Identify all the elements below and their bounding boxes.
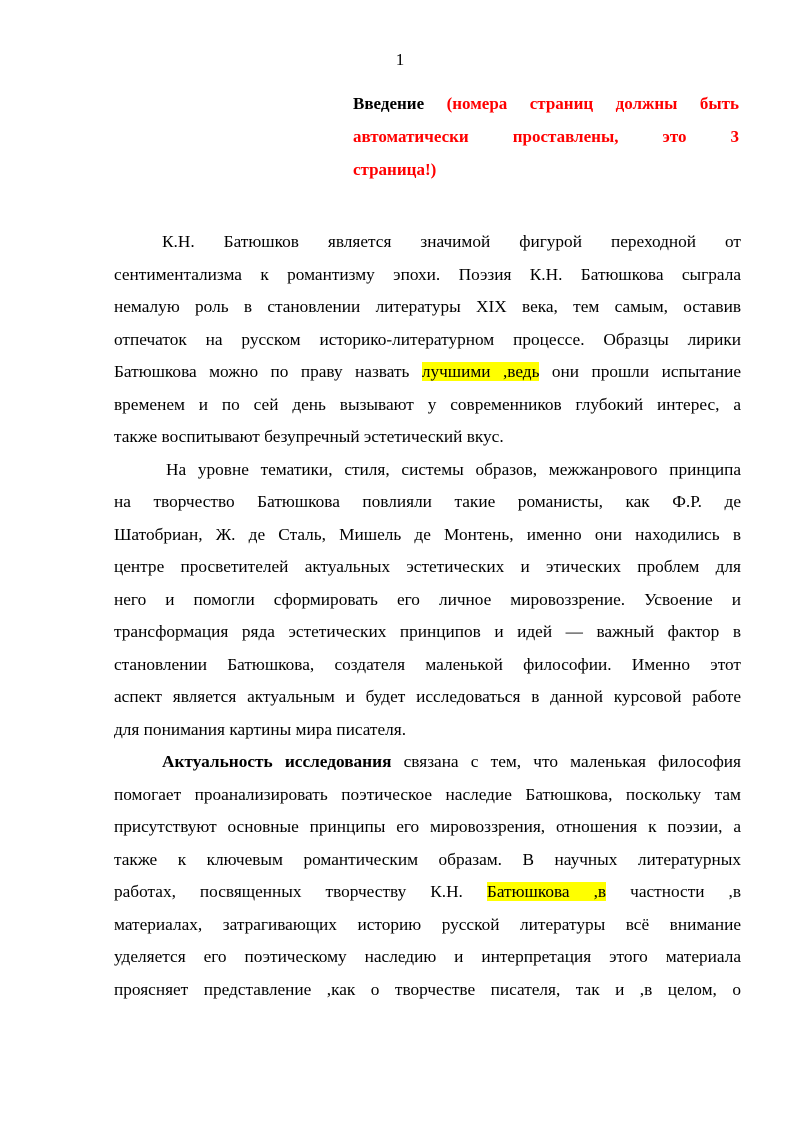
text-line: На уровне тематики, стиля, системы образов, межжанрового принципа: [166, 459, 741, 479]
heading-note-word: это: [662, 127, 687, 146]
bold-term: Актуальность исследования: [162, 752, 392, 771]
text-line: [114, 746, 741, 779]
text-line: на творчество Батюшкова повлияли такие романисты, как Ф.Р. де: [114, 492, 741, 511]
text-line: уделяется его поэтическому наследию и интерпретация этого материала: [114, 947, 741, 966]
text-line: также воспитывают безупречный эстетический вкус.: [114, 427, 504, 446]
text-line: помогает проанализировать поэтическое наследие Батюшкова, поскольку там: [114, 784, 741, 804]
text-line: материалах, затрагивающих историю русской литературы всё внимание: [114, 914, 741, 934]
body-text: [114, 226, 741, 1006]
heading-note-word: проставлены,: [512, 127, 619, 146]
text-line: немалую роль в становлении литературы XIX века, тем самым, оставив: [114, 297, 741, 316]
text-line: трансформация ряда эстетических принципов и идей — важный фактор в: [114, 622, 741, 641]
text-line: также к ключевым романтическим образам. В научных литературных: [114, 849, 741, 869]
text-fragment: работах, посвященных творчеству К.Н.: [114, 882, 463, 901]
heading-note-word: автоматически: [353, 127, 469, 146]
text-line: временем и по сей день вызывают у современников глубокий интерес, а: [114, 394, 741, 414]
highlighted-text: лучшими ,ведь: [421, 362, 540, 381]
paragraph-2: [114, 454, 741, 747]
text-line: аспект является актуальным и будет исследоваться в данной курсовой работе: [114, 687, 741, 706]
text-fragment: они прошли испытание: [551, 362, 741, 381]
text-line: него и помогли сформировать его личное мировоззрение. Усвоение и: [114, 589, 741, 609]
text-line: Шатобриан, Ж. де Сталь, Мишель де Монтень, именно они находились в: [114, 524, 741, 544]
text-fragment: Батюшкова можно по праву назвать: [114, 362, 410, 381]
heading-note-word: 3: [730, 127, 740, 146]
text-line: становлении Батюшкова, создателя маленькой философии. Именно этот: [114, 654, 741, 674]
text-line: сентиментализма к романтизму эпохи. Поэзия К.Н. Батюшкова сыграла: [114, 264, 741, 284]
text-line: [114, 356, 741, 389]
highlighted-text: Батюшкова ,в: [486, 882, 607, 901]
heading-note-1: (номера страниц должны быть: [446, 94, 740, 113]
paragraph-1: [114, 226, 741, 454]
heading-line-1: [353, 87, 739, 120]
heading-line-2: [353, 120, 739, 153]
heading-title: Введение: [353, 94, 425, 113]
page-number: 1: [395, 50, 405, 69]
text-line: проясняет представление ,как о творчестве писателя, так и ,в целом, о: [114, 979, 741, 999]
text-fragment: частности ,в: [630, 882, 741, 901]
paragraph-3: [114, 746, 741, 1006]
text-line: присутствуют основные принципы его мировоззрения, отношения к поэзии, а: [114, 817, 741, 836]
text-line: К.Н. Батюшков является значимой фигурой переходной от: [162, 232, 741, 251]
section-heading: [353, 87, 739, 186]
heading-line-3: страница!): [353, 160, 437, 179]
text-line: для понимания картины мира писателя.: [114, 719, 407, 739]
text-line: центре просветителей актуальных эстетических и этических проблем для: [114, 557, 741, 576]
text-line: отпечаток на русском историко-литературном процессе. Образцы лирики: [114, 329, 741, 349]
text-fragment: связана с тем, что маленькая философия: [403, 752, 741, 771]
text-line: [114, 876, 741, 909]
